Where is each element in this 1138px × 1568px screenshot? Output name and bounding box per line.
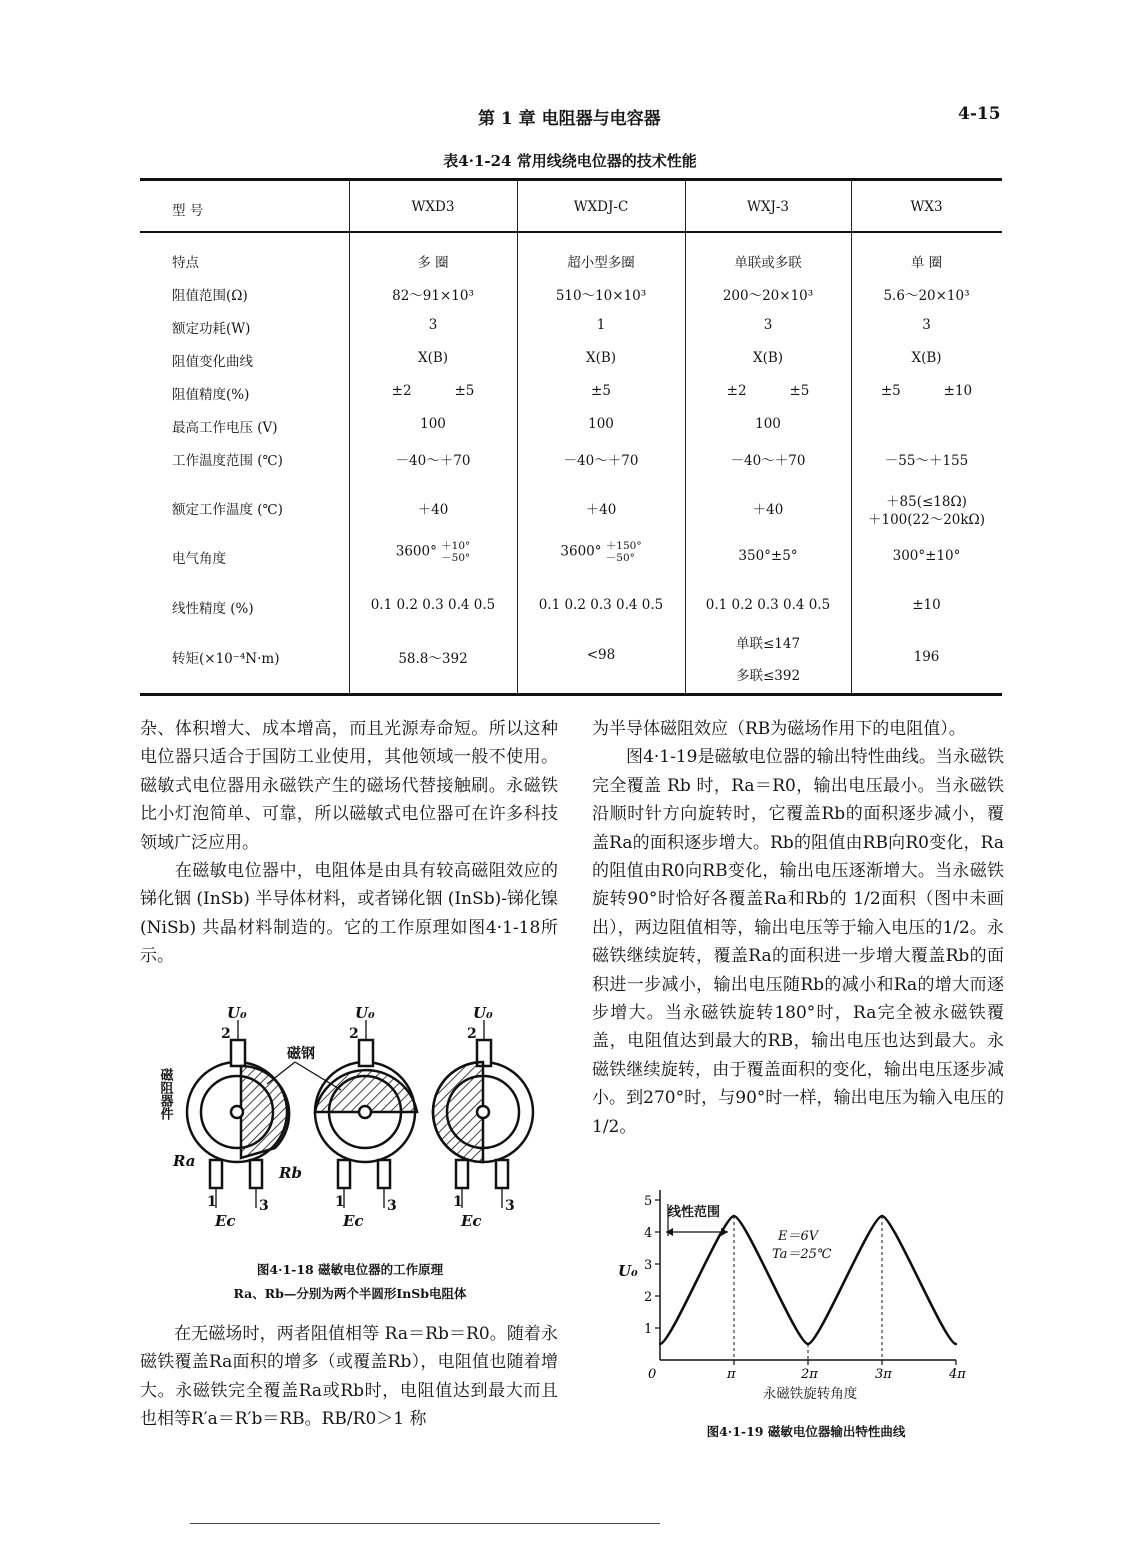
terminal-3: 3 <box>505 1198 515 1214</box>
label-u0: U₀ <box>227 1004 247 1022</box>
x-tick-label: π <box>727 1367 736 1382</box>
label-ra: Ra <box>173 1152 196 1170</box>
table-cell: X(B) <box>911 350 942 366</box>
table-header-label: 型 号 <box>172 203 204 219</box>
row-label: 特点 <box>172 255 199 271</box>
table-cell: 3 <box>922 317 931 333</box>
label-ec: Ec <box>343 1212 364 1230</box>
table-cell: 510～10×10³ <box>555 288 647 304</box>
annotation-temperature: Ta＝25℃ <box>772 1247 832 1262</box>
table-cell: X(B) <box>585 350 617 366</box>
table-cell <box>517 540 685 564</box>
annotation-linear-range: 线性范围 <box>668 1205 721 1220</box>
table-cell: X(B) <box>417 350 449 366</box>
terminal-3: 3 <box>387 1198 397 1214</box>
table-cell: 82～91×10³ <box>392 288 474 304</box>
x-axis-label: 永磁铁旋转角度 <box>762 1386 858 1402</box>
table-cell: ±2 ±5 <box>391 383 475 399</box>
table-cell: 58.8～392 <box>398 651 468 667</box>
row-label: 电气角度 <box>172 551 226 567</box>
label-element: 磁阻器件 <box>157 1068 173 1120</box>
table-cell: －40～＋70 <box>395 453 471 469</box>
table-cell: 0.1 0.2 0.3 0.4 0.5 <box>705 597 831 613</box>
angle-value: 3600° <box>560 543 602 560</box>
table-cell: ＋40 <box>585 502 617 518</box>
table-cell <box>349 540 517 564</box>
table-caption: 表4·1-24 常用线绕电位器的技术性能 <box>443 152 697 170</box>
table-cell: ＋85(≤18Ω) <box>886 494 967 510</box>
row-label: 工作温度范围 (℃) <box>172 453 283 469</box>
table-cell: 3 <box>428 317 438 333</box>
figure-caption: 图4·1-18 磁敏电位器的工作原理 <box>256 1262 444 1277</box>
label-ec: Ec <box>461 1212 482 1230</box>
page-number: 4-15 <box>958 104 1001 124</box>
tol-minus: －50° <box>441 552 471 564</box>
paragraph: 在磁敏电位器中，电阻体是由具有较高磁阻效应的锑化铟 (InSb) 半导体材料，或者锑化铟 (InSb)-锑化镍 (NiSb) 共晶材料制造的。它的工作原理如图4·1-18所示。 <box>140 861 558 967</box>
annotation-voltage: E＝6V <box>778 1229 819 1244</box>
potentiometer-unit <box>433 1040 533 1188</box>
paragraph: 在无磁场时，两者阻值相等 Ra＝Rb＝R0。随着永磁铁覆盖Ra面积的增多（或覆盖Rb），电阻值也随着增大。永磁铁完全覆盖Ra或Rb时，电阻值达到最大而且也相等R′a＝R′b＝RB。RB/R0＞1 称 <box>140 1324 558 1430</box>
table-cell: 200～20×10³ <box>722 288 814 304</box>
y-tick-label: 3 <box>644 1258 653 1273</box>
y-tick-label: 2 <box>644 1290 653 1305</box>
table-cell: 0.1 0.2 0.3 0.4 0.5 <box>538 597 664 613</box>
figure-4-1-18 <box>155 1000 545 1232</box>
angle-tolerance <box>441 540 470 564</box>
x-tick-label: 3π <box>875 1367 892 1382</box>
table-cell: ＋40 <box>417 502 449 518</box>
paragraph: 杂、体积增大、成本增高，而且光源寿命短。所以这种电位器只适合于国防工业使用，其他领域一般不使用。磁敏式电位器用永磁铁产生的磁场代替接触刷。永磁铁比小灯泡简单、可靠，所以磁敏式电位器可在许多科技领域广泛应用。 <box>140 719 558 853</box>
table-cell: 超小型多圈 <box>567 255 635 271</box>
potentiometer-unit <box>187 1040 289 1188</box>
footer-rule <box>190 1523 660 1524</box>
label-rb: Rb <box>279 1164 302 1182</box>
row-label: 线性精度 (%) <box>172 601 254 617</box>
table-cell: 100 <box>755 416 781 432</box>
terminal-1: 1 <box>335 1194 345 1210</box>
tol-plus: ＋10° <box>441 540 471 552</box>
y-tick-label: 5 <box>644 1194 653 1209</box>
table-cell: 350°±5° <box>738 548 798 564</box>
angle-tolerance <box>606 540 642 564</box>
right-column-text <box>592 715 1004 1141</box>
label-u0: U₀ <box>355 1004 375 1022</box>
row-label: 阻值变化曲线 <box>172 354 253 370</box>
tol-minus: －50° <box>605 552 635 564</box>
label-u0: U₀ <box>473 1004 493 1022</box>
table-cell: 100 <box>588 416 614 432</box>
table-cell: 多 圈 <box>417 255 449 271</box>
table-cell: 0.1 0.2 0.3 0.4 0.5 <box>370 597 496 613</box>
terminal-1: 1 <box>207 1194 217 1210</box>
data-point <box>955 1343 957 1345</box>
table-cell: ＋100(22～20kΩ) <box>867 512 986 528</box>
figure-caption: 图4·1-19 磁敏电位器输出特性曲线 <box>706 1424 906 1439</box>
table-top-rule <box>140 178 1002 181</box>
row-label: 阻值精度(%) <box>172 387 250 403</box>
figure-subcaption: Ra、Rb—分别为两个半圆形InSb电阻体 <box>233 1286 467 1301</box>
table-cell: 5.6～20×10³ <box>883 288 970 304</box>
table-cell: ±5 ±10 <box>880 383 973 399</box>
table-cell: －55～＋155 <box>884 453 969 469</box>
label-ec: Ec <box>215 1212 236 1230</box>
y-axis-label: U₀ <box>618 1262 638 1280</box>
figure-4-1-19-chart <box>610 1176 1000 1416</box>
table-column-header: WXJ-3 <box>746 199 790 215</box>
table-cell: 196 <box>913 649 940 665</box>
table-header-rule <box>140 231 1002 233</box>
chapter-header: 第 1 章 电阻器与电容器 <box>478 109 661 129</box>
table-cell: 单联或多联 <box>734 255 802 271</box>
table-column-header: WXDJ-C <box>573 199 629 215</box>
table-cell: 单 圈 <box>910 255 943 271</box>
row-label: 转矩(×10⁻⁴N·m) <box>172 651 280 667</box>
paragraph: 为半导体磁阻效应（RB为磁场作用下的电阻值）。 <box>592 719 966 739</box>
table-column-header: WX3 <box>910 199 943 215</box>
paragraph: 图4·1-19是磁敏电位器的输出特性曲线。当永磁铁完全覆盖 Rb 时，Ra＝R0，输出电压最小。当永磁铁沿顺时针方向旋转时，它覆盖Rb的面积逐步减小，覆盖Ra的面积逐步增大。Rb的阻值由RB向R0变化，Ra的阻值由R0向RB变化，输出电压逐渐增大。当永磁铁旋转90°时恰好各覆盖Ra和Rb的 1/2面积（图中未画出），两边阻值相等，输出电压等于输入电压的1/2。永磁铁继续旋转，覆盖Ra的面积进一步增大覆盖Rb的面积进一步减小，输出电压随Rb的减小和Ra的增大而逐步增大。当永磁铁旋转180°时，Ra完全被永磁铁覆盖，电阻值达到最大的RB，输出电压也达到最大。永磁铁继续旋转，由于覆盖面积的变化，输出电压逐步减小。到270°时，与90°时一样，输出电压为输入电压的1/2。 <box>592 747 1004 1137</box>
table-cell: 100 <box>420 416 446 432</box>
table-cell: <98 <box>586 647 616 663</box>
table-cell: ±2 ±5 <box>726 383 810 399</box>
angle-value: 3600° <box>395 543 437 560</box>
table-cell: ±10 <box>912 597 941 613</box>
y-tick-label: 4 <box>644 1226 653 1241</box>
terminal-2: 2 <box>221 1026 231 1042</box>
table-bottom-rule <box>140 693 1002 696</box>
table-cell: X(B) <box>752 350 784 366</box>
left-column-text-bottom <box>140 1320 558 1434</box>
row-label: 阻值范围(Ω) <box>172 288 248 304</box>
table-cell: 300°±10° <box>892 548 961 564</box>
table-cell: 单联≤147 <box>735 636 801 652</box>
potentiometer-unit <box>315 1040 417 1188</box>
table-cell: －40～＋70 <box>730 453 806 469</box>
table-cell: 1 <box>596 317 606 333</box>
table-cell: ＋40 <box>752 502 784 518</box>
row-label: 额定功耗(W) <box>172 321 251 337</box>
terminal-2: 2 <box>349 1026 359 1042</box>
terminal-2: 2 <box>467 1026 477 1042</box>
table-cell: 多联≤392 <box>735 668 801 684</box>
table-cell: －40～＋70 <box>563 453 639 469</box>
left-column-text <box>140 715 558 971</box>
x-tick-label: 0 <box>648 1367 657 1382</box>
x-tick-label: 4π <box>949 1367 966 1382</box>
table-cell: 3 <box>763 317 773 333</box>
x-tick-label: 2π <box>801 1367 818 1382</box>
arrow-head <box>666 1228 673 1236</box>
terminal-1: 1 <box>453 1194 463 1210</box>
row-label: 额定工作温度 (℃) <box>172 502 283 518</box>
terminal-3: 3 <box>259 1198 269 1214</box>
row-label: 最高工作电压 (V) <box>172 420 278 436</box>
tol-plus: ＋150° <box>605 540 642 552</box>
table-cell: ±5 <box>591 383 611 399</box>
table-column-header: WXD3 <box>411 199 455 215</box>
data-point <box>659 1343 661 1345</box>
label-magnet: 磁钢 <box>287 1046 315 1062</box>
y-tick-label: 1 <box>644 1322 653 1337</box>
